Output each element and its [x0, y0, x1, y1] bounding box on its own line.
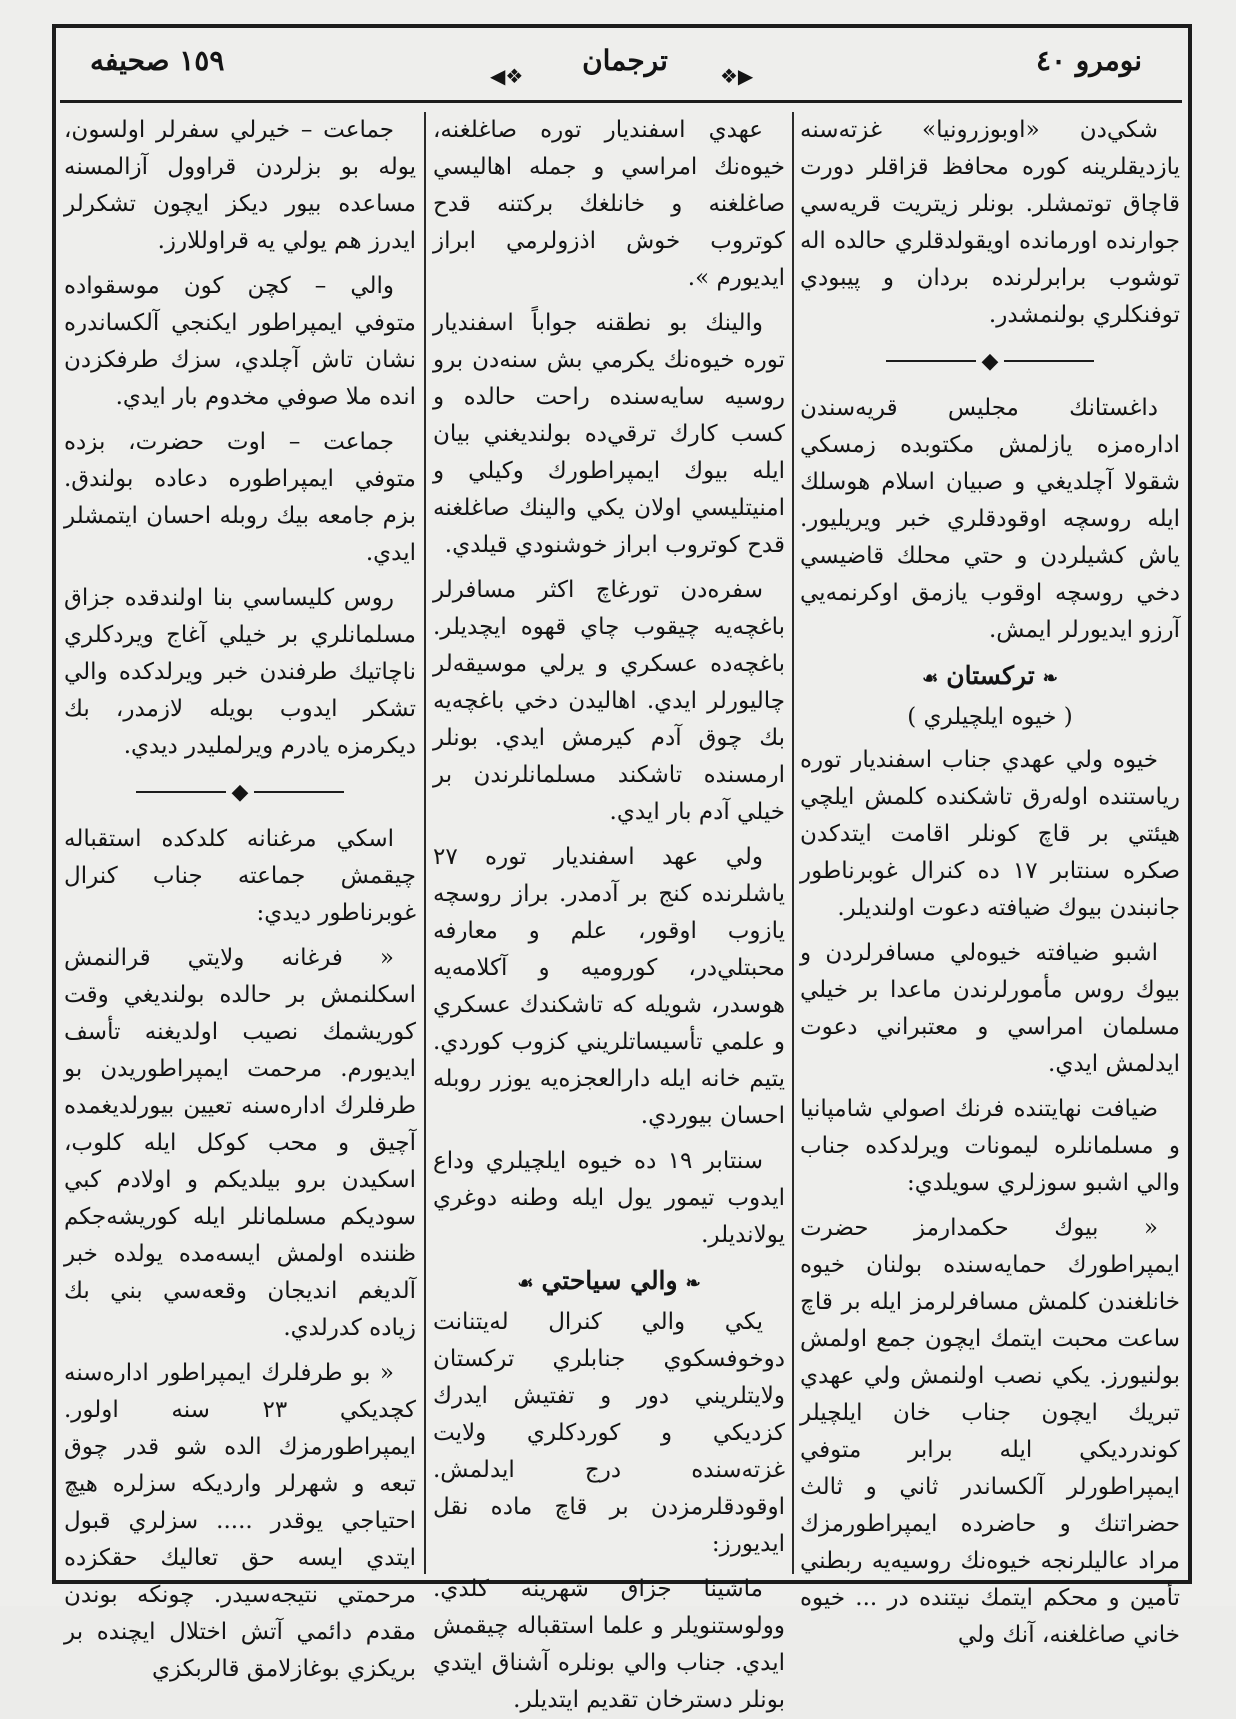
- article-paragraph: ولي عهد اسفنديار توره ٢٧ ياشلرنده كنج بر آدمدر. براز روسچه يازوب اوقور، علم و معارفه محبتلي‌در، كوروميه و آكلامه‌يه هوسدر، شويله كه تاشكندك عسكري و علمي تأسيساتلريني كزوب كوردي. يتيم خانه ايله دارالعجزه‌يه يوزر روبله احسان بيوردي.: [433, 844, 785, 1129]
- page-number: ١٥٩ صحيفه: [90, 44, 225, 77]
- section-divider: [800, 342, 1180, 380]
- diamond-icon: ◆: [981, 348, 999, 374]
- article-paragraph: والي – كچن كون موسقوا‌ده متوفي ايمپراطور ايكنجي آلكساندره نشان تاش آچلدي، سزك طرفكزدن انده ملا صوفي مخدوم بار ايدي.: [64, 273, 416, 410]
- article-paragraph: شكي‌دن «اوبوزرونيا» غزته‌سنه يازديقلرينه كوره محافظ قزاقلر دورت قاچاق توتمشلر. بونلر زيتريت قريه‌سي جوارنده اورمانده اويقولدقلري حالده اله توشوب برابرلرنده بردان و پيبودي توفنكلري بولنمشدر.: [800, 117, 1180, 328]
- article-paragraph: عهدي اسفنديار توره صاغلغنه، خيوه‌نك امراسي و جمله اهاليسي صاغلغنه و خانلغك بركتنه قدح كوتروب خوش اذزولرمي ابراز ايديورم ».: [433, 117, 785, 291]
- flourish-icon: ❧: [685, 1273, 701, 1294]
- ornament-right-icon: ❖▶: [720, 64, 754, 88]
- article-paragraph: « بيوك حكمدارمز حضرت ايمپراطورك حمايه‌سنده بولنان خيوه خانلغندن كلمش مسافرلرمز ايله بر قاچ ساعت محبت ايتمك ايچون جمع اولمش بولنيورز. يكي نصب اولنمش ولي عهدي تبريك ايچون جناب خان ايلچيلر كوندرديكي ايله برابر متوفي ايمپراطورلر آلكساندر ثاني و ثالث حضراتنك و حاضرده ايمپراطورمزك مراد عاليلرنجه خيوه‌نك روسيه‌يه ربطني تأمين و محكم ايتمك نيتنده در ... خيوه خاني صاغلغنه، آنك ولي: [800, 1214, 1180, 1648]
- article-paragraph: اشبو ضيافته خيوه‌لي مسافرلردن و بيوك روس مأمورلرندن ماعدا بر خيلي مسلمان امراسي و معتبراني دعوت ايدلمش ايدي.: [800, 939, 1180, 1077]
- article-paragraph: والينك بو نطقنه جواباً اسفنديار توره خيوه‌نك يكرمي بش سنه‌دن برو روسيه سايه‌سنده راحت حالده و كسب كارك ترقي‌ده بولنديغني بيان ايله بيوك ايمپراطورك وكيلي و امنيتليسي اولان يكي والينك صاغلغنه قدح كوتروب ابراز خوشنودي قيلدي.: [433, 310, 785, 558]
- section-heading: ❧والي سياحتي☙: [517, 1266, 701, 1295]
- page-border-right: [1188, 24, 1192, 1584]
- issue-number: نومرو ٤٠: [1035, 44, 1142, 77]
- diamond-icon: ◆: [231, 779, 249, 805]
- section-heading: ❧تركستان☙: [922, 660, 1058, 690]
- column-right: [800, 112, 1180, 1648]
- newspaper-title: ترجمان: [582, 44, 668, 77]
- article-paragraph: يكي والي كنرال له‌يتنانت دوخوفسكوي جنابلري تركستان ولايتلريني دور و تفتيش ايدرك كزديكي و كوردكلري ولايت غزته‌سنده درج ايدلمش. اوقودقلرمزدن بر قاچ ماده نقل ايديورز:: [433, 1309, 785, 1557]
- ornament-left-icon: ◀❖: [490, 64, 524, 88]
- article-paragraph: جماعت – اوت حضرت، بزده متوفي ايمپراطوره دعاده بولندق. بزم جامعه بيك روبله احسان ايتمشلر ايدي.: [64, 429, 416, 566]
- section-divider: [64, 773, 416, 811]
- flourish-icon: ❧: [1042, 667, 1058, 689]
- article-paragraph: جماعت – خيرلي سفرلر اولسون، يوله بو بزلردن قراوول آزالمسنه مساعده بيور ديكز ايچون تشكرلر ايدرز هم يولي يه قراوللارز.: [64, 117, 416, 254]
- article-paragraph: « بو طرفلرك ايمپراطور اداره‌سنه كچديكي ٢٣ سنه اولور. ايمپراطورمزك الده شو قدر چوق تبعه و شهرلر وارديكه سزلره هيچ احتياجي يوقدر ..... سزلري قبول ايتدي ايسه حق تعاليك حقكزده مرحمتي نتيجه‌سيدر. چونكه بوندن مقدم دائمي آتش اختلال ايچنده بر بريكزي بوغازلامق قالربكزي: [64, 1359, 416, 1682]
- article-paragraph: « فرغانه ولايتي قرالنمش اسكلنمش بر حالده بولنديغي وقت كوريشمك نصيب اولديغنه تأسف ايديورم. مرحمت ايمپراطوريدن بو طرفلرك اداره‌سنه تعيين بيورلديغمده آچيق و محب كوكل ايله كلوب، اسكيدن برو بيلديكم و اولادم كبي سوديكم مسلمانلر ايله كوريشه‌جكم ظننده اولمش ايسه‌مده يولده خبر آلديغم انديجان وقعه‌سي بني بك زياده كدرلدي.: [64, 944, 416, 1341]
- flourish-icon: ☙: [922, 667, 939, 689]
- masthead: [60, 36, 1182, 114]
- article-paragraph: سنتابر ١٩ ده خيوه ايلچيلري وداع ايدوب تيمور يول ايله وطنه دوغري يولانديلر.: [433, 1148, 785, 1248]
- section-subheading: ( خيوه ايلچيلري ): [907, 703, 1073, 730]
- article-paragraph: داغستانك مجليس قريه‌سندن اداره‌مزه يازلمش مكتوبده زمسكي شقولا آچلديغي و صبيان اسلام هوسلك ايله روسچه اوقودقلري خبر ويريليور. ياش كشيلردن و حتي محلك قاضيسي دخي روسچه اوقوب يازمق اوكرنمه‌يي آرزو ايديورلر ايمش.: [800, 394, 1180, 643]
- article-paragraph: ضيافت نهايتنده فرنك اصولي شامپانيا و مسلمانلره ليمونات ويرلدكده جناب والي اشبو سوزلري سويلدي:: [800, 1095, 1180, 1196]
- column-middle: [433, 112, 785, 1713]
- flourish-icon: ☙: [517, 1273, 534, 1294]
- page-border-left: [52, 24, 56, 1584]
- article-paragraph: خيوه ولي عهدي جناب اسفنديار توره رياستنده اوله‌رق تاشكنده كلمش ايلچي هيئتي بر قاچ كونلر اقامت ايتدكدن صكره سنتابر ١٧ ده كنرال غوبرناطور جانبندن بيوك ضيافته دعوت اولنديلر.: [800, 746, 1180, 921]
- article-paragraph: روس كليساسي بنا اولندقده جزاق مسلمانلري بر خيلي آغاج ويردكلري ناچاتيك طرفندن خبر ويرلدكده والي تشكر ايدوب بويله لازمدر، بك ديكرمزه يادرم ويرلمليدر ديدي.: [64, 585, 416, 759]
- column-rule-right: [792, 112, 794, 1574]
- article-paragraph: ماشينا جزاق شهرينه كلدي. وولوستنويلر و علما استقباله چيقمش ايدي. جناب والي بونلره آشناق ايتدي بونلر دسترخان تقديم ايتديلر.: [433, 1576, 785, 1713]
- header-rule: [60, 100, 1182, 103]
- column-left: [64, 112, 416, 1682]
- article-paragraph: اسكي مرغنانه كلدكده استقباله چيقمش جماعته جناب كنرال غوبرناطور ديدي:: [64, 825, 416, 926]
- column-rule-left: [424, 112, 426, 1574]
- page-border-top: [52, 24, 1192, 28]
- article-paragraph: سفره‌دن تورغاچ اكثر مسافرلر باغچه‌يه چيقوب چاي قهوه ايچديلر. باغچه‌ده عسكري و يرلي موسيقه‌لر چاليورلر ايدي. اهاليدن دخي باغچه‌يه بك چوق آدم كيرمش ايدي. بونلر ارمسنده تاشكند مسلمانلرندن بر خيلي آدم بار ايدي.: [433, 577, 785, 825]
